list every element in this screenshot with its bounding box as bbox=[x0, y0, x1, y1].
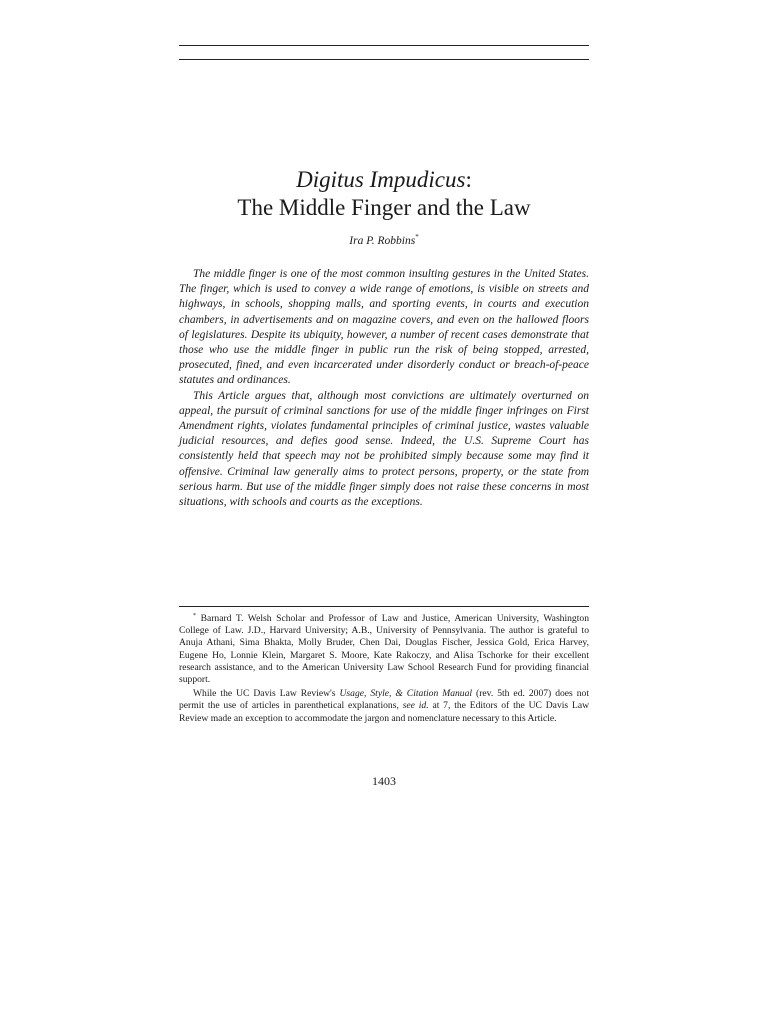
title-italic-part: Digitus Impudicus bbox=[296, 167, 466, 192]
footnotes bbox=[179, 613, 589, 725]
footnote-1 bbox=[179, 613, 589, 686]
footnote-2-text-b: (rev. 5th ed. 2007) does not permit the use of articles in parenthetical explanations, bbox=[179, 688, 590, 712]
footnote-1-text: Barnard T. Welsh Scholar and Professor of Law and Justice, American University, Washington College of Law. J.D., Harvard University; A.B., University of Pennsylvania. The author is grateful to Anuja Athani, Sima Bhakta, Molly Bruder, Chen Dai, Douglas Fischer, Jessica Gold, Erica Harvey, Eugene Ho, Lonnie Klein, Margaret S. Moore, Kate Rakoczy, and Alisa Tschorke for their excellent research assistance, and to the American University Law School Research Fund for providing financial support. bbox=[179, 613, 589, 686]
footnote-2-text-a: While the UC Davis Law Review's bbox=[193, 688, 340, 700]
footnote-1-marker: * bbox=[193, 612, 196, 619]
header-rule-lower bbox=[179, 59, 589, 60]
author-footnote-marker: * bbox=[415, 233, 419, 242]
footnote-2-text-c: at 7, the Editors of the UC Davis Law Review made an exception to accommodate the jargon and nomenclature necessary to this Article. bbox=[179, 700, 590, 724]
abstract-paragraph-1: The middle finger is one of the most common insulting gestures in the United States. The finger, which is used to convey a wide range of emotions, is visible on streets and highways, in schools, shopping malls, and sporting events, in courts and execution chambers, in advertisements and on magazine covers, and even on the hallowed floors of legislatures. Despite its ubiquity, however, a number of recent cases demonstrate that those who use the middle finger in public run the risk of being stopped, arrested, prosecuted, fined, and even incarcerated under disorderly conduct or breach-of-peace statutes and ordinances. bbox=[179, 268, 589, 387]
author-name: Ira P. Robbins bbox=[349, 235, 416, 247]
header-rule-upper bbox=[179, 45, 589, 46]
page-number: 1403 bbox=[372, 774, 396, 788]
footnote-2-see-id: see id. bbox=[402, 700, 429, 712]
title-subtitle: The Middle Finger and the Law bbox=[237, 195, 531, 220]
footnote-2 bbox=[179, 688, 589, 725]
title-colon: : bbox=[465, 167, 472, 192]
abstract bbox=[179, 267, 589, 510]
footnote-rule bbox=[179, 606, 589, 607]
article-title bbox=[179, 166, 589, 222]
document-page bbox=[179, 0, 589, 1024]
author-line bbox=[179, 235, 589, 247]
footnote-2-manual-title: Usage, Style, & Citation Manual bbox=[339, 688, 473, 700]
abstract-paragraph-2: This Article argues that, although most convictions are ultimately overturned on appeal, the pursuit of criminal sanctions for use of the middle finger infringes on First Amendment rights, violates fundamental principles of criminal justice, wastes valuable judicial resources, and defies good sense. Indeed, the U.S. Supreme Court has consistently held that speech may not be prohibited simply because some may find it offensive. Criminal law generally aims to protect persons, property, or the state from serious harm. But use of the middle finger simply does not raise these concerns in most situations, with schools and courts as the exceptions. bbox=[179, 389, 589, 509]
